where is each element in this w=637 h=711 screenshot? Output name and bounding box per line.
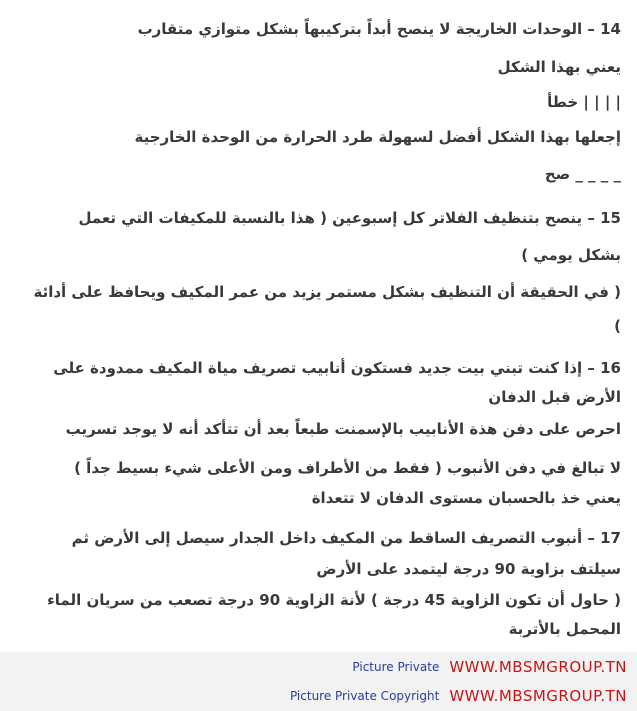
text-line: ) — [614, 317, 621, 335]
text-line: 16 – إذا كنت تبني بيت جديد فستكون أنابيب تصريف مياة المكيف ممدودة على — [53, 359, 621, 377]
watermark-brand: WWW.MBSMGROUP.TN — [449, 687, 627, 705]
text-line: لا تبالغ في دفن الأنبوب ( فقط من الأطراف ومن الأعلى شيء بسيط جداً ) — [74, 459, 621, 477]
text-line: 17 – أنبوب التصريف الساقط من المكيف داخل الجدار سيصل إلى الأرض ثم — [71, 529, 621, 547]
watermark-footer — [0, 652, 637, 711]
text-line: ( حاول أن تكون الزاوية 45 درجة ) لأنة الزاوية 90 درجة تصعب من سريان الماء — [47, 591, 621, 609]
text-line: إجعلها بهذا الشكل أفضل لسهولة طرد الحرارة من الوحدة الخارجية — [134, 128, 621, 146]
text-line: _ _ _ _ صح — [544, 165, 621, 183]
watermark-label: Picture Private Copyright — [289, 689, 440, 703]
text-line: | | | | خطأ — [547, 93, 621, 111]
text-line: بشكل يومي ) — [521, 246, 621, 264]
text-line: الأرض قبل الدفان — [488, 388, 621, 406]
text-line: 14 – الوحدات الخاريجة لا ينصح أبداً بتركيبهاً بشكل متوازي متقارب — [137, 20, 621, 38]
watermark-label: Picture Private — [352, 660, 440, 674]
watermark-row — [290, 685, 627, 707]
text-line: ( في الحقيقة أن التنظيف بشكل مستمر يزيد من عمر المكيف ويحافظ على أدائة — [33, 283, 621, 301]
text-line: يعني بهذا الشكل — [497, 58, 621, 76]
watermark-brand: WWW.MBSMGROUP.TN — [449, 658, 627, 676]
text-line: المحمل بالأتربة — [508, 620, 621, 638]
watermark-row — [352, 656, 627, 678]
text-line: احرص على دفن هذة الأنابيب بالإسمنت طبعاً بعد أن تتأكد أنه لا يوجد تسريب — [65, 420, 621, 438]
text-line: سيلتف بزاوية 90 درجة ليتمدد على الأرض — [316, 560, 621, 578]
text-line: 15 – ينصح بتنظيف الفلاتر كل إسبوعين ( هذا بالنسبة للمكيفات التي تعمل — [78, 209, 621, 227]
text-line: يعني خذ بالحسبان مستوى الدفان لا تتعداة — [311, 489, 621, 507]
